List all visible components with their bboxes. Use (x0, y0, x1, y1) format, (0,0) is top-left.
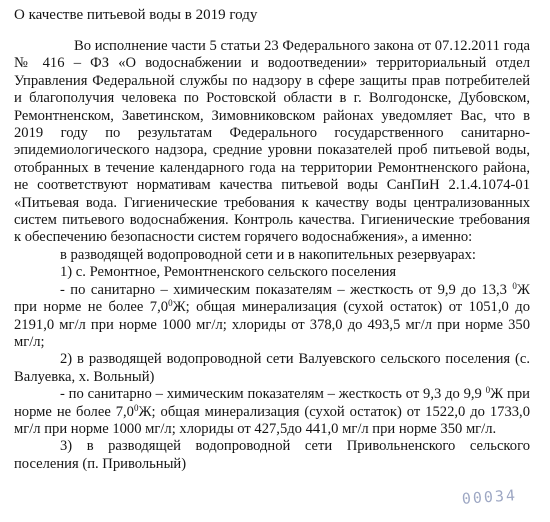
page-number-stamp: 00034 (461, 486, 518, 508)
item-3-header: 3) в разводящей водопроводной сети Привольненского сельского поселения (п. Привольный) (14, 438, 530, 472)
item-2-details-part-c: Ж; общая минерализация (сухой остаток) от 1522,0 до 1733,0 мг/л при норме 1000 мг/л; хлориды от 427,5до 441,0 мг/л при норме 350 мг/л. (14, 403, 531, 437)
item-2-header: 2) в разводящей водопроводной сети Валуевского сельского поселения (с. Валуевка, х. Вольный) (14, 351, 530, 385)
item-1-details-part-a: - по санитарно – химическим показателям – жесткость от 9,9 до 13,3 (60, 281, 513, 298)
item-1-header: 1) с. Ремонтное, Ремонтненского сельского поселения (60, 264, 397, 281)
document-title: О качестве питьевой воды в 2019 году (14, 7, 258, 23)
degree-mark: 0 (168, 298, 173, 309)
item-2-details (14, 386, 530, 438)
network-paragraph: в разводящей водопроводной сети и в накопительных резервуарах: (60, 246, 476, 263)
item-2-details-part-a: - по санитарно – химическим показателям – жесткость от 9,3 до 9,9 (60, 386, 486, 403)
document-body (14, 38, 530, 473)
item-2-details-part-b: Ж при норме не более 7,0 (14, 386, 530, 420)
degree-mark: 0 (512, 280, 517, 291)
item-1-details (14, 282, 530, 352)
degree-mark: 0 (133, 402, 139, 413)
intro-paragraph: Во исполнение части 5 статьи 23 Федерального закона от 07.12.2011 года № 416 – ФЗ «О водоснабжении и водоотведении» территориальный отдел Управления Федеральной службы по надзору в сфере защиты прав потребителей и благополучия человека по Ростовской области в г. Волгодонске, Дубовском, Ремонтненском, Заветинском, Зимовниковском районах уведомляет Вас, что в 2019 году по результатам Федерального государственного санитарно-эпидемиологического надзора, средние уровни показателей проб питьевой воды, отобранных в течение календарного года на территории Ремонтненского района, не соответствуют нормативам качества питьевой воды СанПиН 2.1.4.1074-01 «Питьевая вода. Гигиенические требования к качеству воды централизованных систем питьевого водоснабжения. Контроль качества. Гигиенические требования к обеспечению безопасности систем горячего водоснабжения», а именно: (14, 38, 530, 246)
item-1-details-part-b: Ж при норме не более 7,0 (14, 281, 530, 316)
item-1-details-part-c: Ж; общая минерализация (сухой остаток) от 1051,0 до 2191,0 мг/л при норме 1000 мг/л; хлориды от 378,0 до 493,5 мг/л при норме 350 мг/л; (14, 299, 531, 350)
degree-mark: 0 (485, 385, 491, 396)
